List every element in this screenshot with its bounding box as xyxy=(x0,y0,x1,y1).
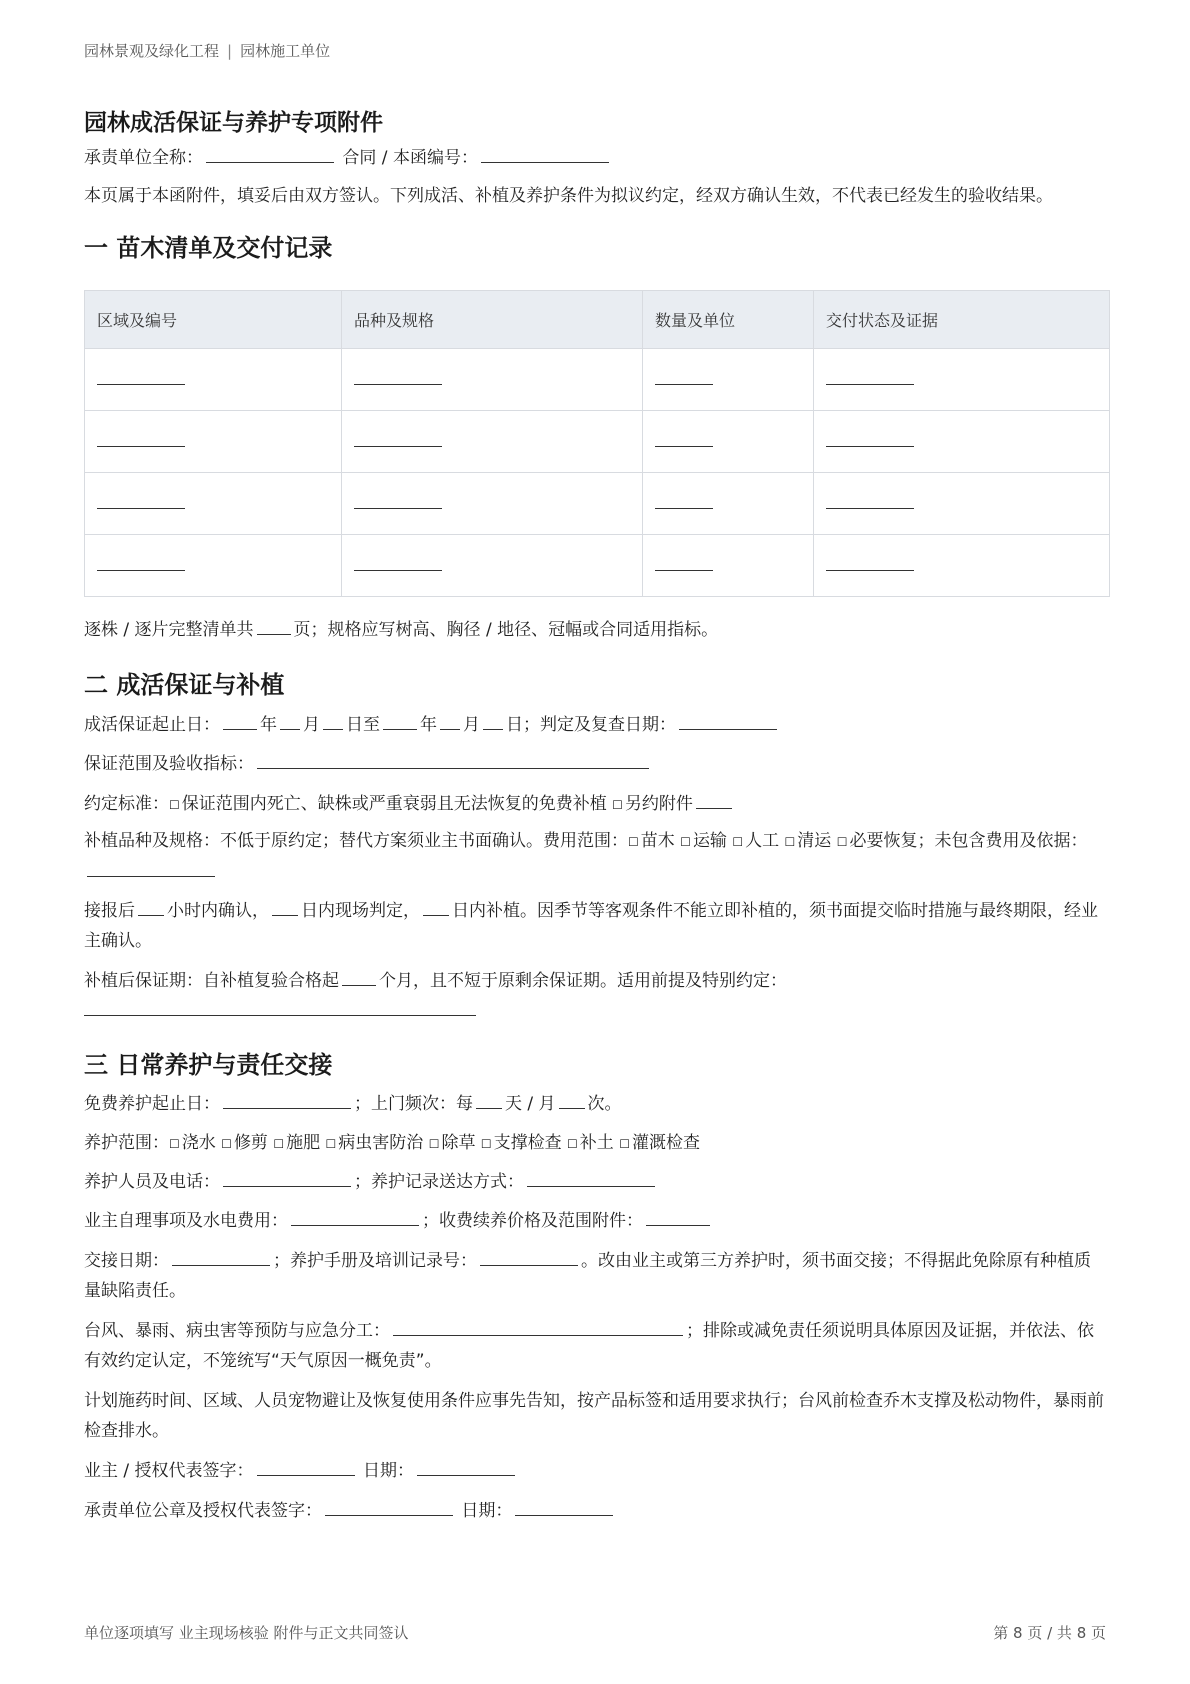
cost-option-label: 运输 xyxy=(692,831,727,851)
owner-date-field[interactable] xyxy=(417,1457,515,1476)
frequency-times-field[interactable] xyxy=(559,1090,585,1109)
owner-items-field[interactable] xyxy=(291,1207,419,1226)
emergency-duty-field[interactable] xyxy=(393,1317,683,1336)
document-page xyxy=(84,0,1106,1684)
cost-option-label: 必要恢复 xyxy=(849,831,918,851)
checkbox-icon[interactable]: ☐ xyxy=(732,835,744,849)
replant-paragraph xyxy=(84,826,1106,887)
emergency-paragraph xyxy=(84,1316,1106,1376)
owner-signature-line xyxy=(84,1456,518,1486)
page-number: 第 8 页 / 共 8 页 xyxy=(993,1624,1106,1642)
area-field[interactable] xyxy=(97,370,185,385)
contractor-signature-field[interactable] xyxy=(325,1497,453,1516)
table-row xyxy=(85,349,1110,411)
scope-option-label: 病虫害防治 xyxy=(338,1133,424,1153)
month-label: 月 xyxy=(303,715,320,735)
warranty-months-field[interactable] xyxy=(342,967,376,986)
checkbox-icon[interactable]: ☐ xyxy=(221,1137,232,1151)
contract-number-field[interactable] xyxy=(481,144,609,163)
owner-signature-field[interactable] xyxy=(257,1457,355,1476)
response-text: 日内补植。因季节等客观条件不能立即补植的，须书面提交临时措施与最终期限，经业主确认。 xyxy=(84,901,1098,951)
checkbox-icon[interactable]: ☐ xyxy=(273,1137,285,1151)
area-field[interactable] xyxy=(97,494,185,509)
table-cell xyxy=(643,349,814,411)
paid-maintenance-field[interactable] xyxy=(646,1207,710,1226)
area-field[interactable] xyxy=(97,432,185,447)
checkbox-icon[interactable]: ☐ xyxy=(428,1137,440,1151)
emergency-tail: ；排除或减免责任须说明具体原因及证据，并依法、依有效约定认定，不笼统写“天气原因一概免责”。 xyxy=(84,1321,1094,1371)
checkbox-icon[interactable]: ☐ xyxy=(169,798,180,812)
contractor-date-label: 日期： xyxy=(461,1501,513,1521)
times-label: 次。 xyxy=(587,1094,622,1114)
owner-date-label: 日期： xyxy=(362,1461,414,1481)
pesticide-paragraph: 计划施药时间、区域、人员宠物避让及恢复使用条件应事先告知，按产品标签和适用要求执行；台风前检查乔木支撑及松动物件，暴雨前检查排水。 xyxy=(84,1391,1104,1441)
frequency-unit-field[interactable] xyxy=(476,1090,502,1109)
checkbox-icon[interactable]: ☐ xyxy=(480,1137,492,1151)
guarantee-period-label: 成活保证起止日： xyxy=(84,715,220,735)
response-text: 接报后 xyxy=(84,901,135,921)
table-cell xyxy=(643,473,814,535)
table-cell xyxy=(342,349,643,411)
frequency-period-label: 天 / 月 xyxy=(505,1094,556,1114)
replant-tail: ；未包含费用及依据： xyxy=(917,831,1088,851)
end-month-field[interactable] xyxy=(440,711,460,730)
guarantee-period-line xyxy=(84,710,780,740)
handover-paragraph xyxy=(84,1246,1106,1306)
column-header-area: 区域及编号 xyxy=(85,291,342,349)
quantity-field[interactable] xyxy=(655,494,713,509)
scope-option-label: 补土 xyxy=(579,1133,614,1153)
page-count-field[interactable] xyxy=(257,616,291,635)
table-cell xyxy=(85,411,342,473)
table-cell xyxy=(342,411,643,473)
owner-signature-label: 业主 / 授权代表签字： xyxy=(84,1461,254,1481)
owner-items-line xyxy=(84,1206,713,1236)
status-field[interactable] xyxy=(826,556,914,571)
staff-label: 养护人员及电话： xyxy=(84,1172,220,1192)
warranty-text: 补植后保证期：自补植复验合格起 xyxy=(84,971,339,991)
inventory-note-suffix: 页；规格应写树高、胸径 / 地径、冠幅或合同适用指标。 xyxy=(293,620,719,640)
checkbox-icon[interactable]: ☐ xyxy=(628,835,639,849)
contract-number-label: 合同 / 本函编号： xyxy=(342,148,478,168)
warranty-text: 个月，且不短于原剩余保证期。适用前提及特别约定： xyxy=(379,971,787,991)
seedling-table xyxy=(84,290,1110,597)
quantity-field[interactable] xyxy=(655,370,713,385)
scope-label: 保证范围及验收指标： xyxy=(84,754,254,774)
handover-label: 交接日期： xyxy=(84,1251,169,1271)
maintenance-period-field[interactable] xyxy=(223,1090,351,1109)
maintenance-period-label: 免费养护起止日： xyxy=(84,1094,220,1114)
variety-field[interactable] xyxy=(354,370,442,385)
intro-note: 本页属于本函附件，填妥后由双方签认。下列成活、补植及养护条件为拟议约定，经双方确认生效，不代表已经发生的验收结果。 xyxy=(84,186,1053,206)
standard-label: 约定标准： xyxy=(84,794,169,814)
maintenance-period-line xyxy=(84,1089,622,1119)
response-paragraph xyxy=(84,896,1106,956)
table-cell xyxy=(85,473,342,535)
end-day-field[interactable] xyxy=(483,711,503,730)
special-terms-field[interactable] xyxy=(84,997,476,1016)
replant-text: 补植品种及规格：不低于原约定；替代方案须业主书面确认。费用范围： xyxy=(84,831,628,851)
emergency-label: 台风、暴雨、病虫害等预防与应急分工： xyxy=(84,1321,390,1341)
scope-option-label: 浇水 xyxy=(181,1133,216,1153)
owner-items-label: 业主自理事项及水电费用： xyxy=(84,1211,288,1231)
checkbox-icon[interactable]: ☐ xyxy=(619,1137,630,1151)
variety-field[interactable] xyxy=(354,494,442,509)
table-header-row xyxy=(85,291,1110,349)
table-cell xyxy=(85,535,342,597)
scope-option-label: 修剪 xyxy=(233,1133,268,1153)
excluded-cost-field[interactable] xyxy=(87,858,215,877)
response-text: 小时内确认， xyxy=(167,901,269,921)
checkbox-icon[interactable]: ☐ xyxy=(567,1137,578,1151)
checkbox-icon[interactable]: ☐ xyxy=(836,835,848,849)
quantity-field[interactable] xyxy=(655,432,713,447)
header-separator: | xyxy=(227,42,233,60)
standard-line xyxy=(84,789,735,820)
contractor-label: 承责单位全称： xyxy=(84,148,203,168)
status-field[interactable] xyxy=(826,494,914,509)
maintenance-scope-line xyxy=(84,1128,700,1159)
scope-option-label: 灌溉检查 xyxy=(631,1133,700,1153)
cost-option-label: 苗木 xyxy=(640,831,675,851)
cost-option-label: 清运 xyxy=(797,831,832,851)
column-header-variety: 品种及规格 xyxy=(342,291,643,349)
scope-option-label: 施肥 xyxy=(286,1133,321,1153)
table-cell xyxy=(342,535,643,597)
variety-field[interactable] xyxy=(354,432,442,447)
header-unit: 园林施工单位 xyxy=(240,42,331,60)
contractor-signature-label: 承责单位公章及授权代表签字： xyxy=(84,1501,322,1521)
paid-maintenance-label: ；收费续养价格及范围附件： xyxy=(422,1211,643,1231)
scope-field[interactable] xyxy=(257,750,649,769)
cost-option-label: 人工 xyxy=(745,831,780,851)
table-cell xyxy=(814,411,1110,473)
table-cell xyxy=(342,473,643,535)
inventory-note-prefix: 逐株 / 逐片完整清单共 xyxy=(84,620,254,640)
start-year-field[interactable] xyxy=(223,711,257,730)
table-row xyxy=(85,473,1110,535)
section3-heading: 三 日常养护与责任交接 xyxy=(84,1051,333,1079)
handover-tail: 。改由业主或第三方养护时，须书面交接；不得据此免除原有种植质量缺陷责任。 xyxy=(84,1251,1091,1301)
month-label: 月 xyxy=(463,715,480,735)
table-cell xyxy=(643,411,814,473)
day-to-label: 日至 xyxy=(346,715,380,735)
area-field[interactable] xyxy=(97,556,185,571)
staff-line xyxy=(84,1167,658,1197)
checkbox-icon[interactable]: ☐ xyxy=(325,1137,337,1151)
status-field[interactable] xyxy=(826,370,914,385)
running-header xyxy=(84,40,330,61)
header-project: 园林景观及绿化工程 xyxy=(84,42,220,60)
contractor-date-field[interactable] xyxy=(515,1497,613,1516)
footer-note: 单位逐项填写 业主现场核验 附件与正文共同签认 xyxy=(84,1624,409,1642)
variety-field[interactable] xyxy=(354,556,442,571)
contractor-signature-line xyxy=(84,1496,616,1526)
status-field[interactable] xyxy=(826,432,914,447)
standard-option-label: 另约附件 xyxy=(624,794,693,814)
table-row xyxy=(85,411,1110,473)
quantity-field[interactable] xyxy=(655,556,713,571)
scope-option-label: 除草 xyxy=(441,1133,476,1153)
staff-phone-field[interactable] xyxy=(223,1168,351,1187)
handover-date-field[interactable] xyxy=(172,1247,270,1266)
review-date-label: 日；判定及复查日期： xyxy=(506,715,676,735)
section1-heading: 一 苗木清单及交付记录 xyxy=(84,234,333,262)
replant-days-field[interactable] xyxy=(423,897,449,916)
table-cell xyxy=(814,535,1110,597)
scope-line xyxy=(84,749,652,779)
checkbox-icon[interactable]: ☐ xyxy=(612,798,623,812)
checkbox-icon[interactable]: ☐ xyxy=(680,835,691,849)
column-header-status: 交付状态及证据 xyxy=(814,291,1110,349)
end-year-field[interactable] xyxy=(383,711,417,730)
other-attachment-field[interactable] xyxy=(696,790,732,809)
confirm-hours-field[interactable] xyxy=(138,897,164,916)
start-month-field[interactable] xyxy=(280,711,300,730)
table-cell xyxy=(814,349,1110,411)
table-cell xyxy=(814,473,1110,535)
manual-number-field[interactable] xyxy=(480,1247,578,1266)
maintenance-scope-label: 养护范围： xyxy=(84,1133,169,1153)
checkbox-icon[interactable]: ☐ xyxy=(169,1137,180,1151)
year-label: 年 xyxy=(260,715,277,735)
table-row xyxy=(85,535,1110,597)
review-date-field[interactable] xyxy=(679,711,777,730)
section2-heading: 二 成活保证与补植 xyxy=(84,671,285,699)
column-header-quantity: 数量及单位 xyxy=(643,291,814,349)
year-label: 年 xyxy=(420,715,437,735)
table-cell xyxy=(643,535,814,597)
inventory-note xyxy=(84,615,718,645)
contractor-name-field[interactable] xyxy=(206,144,334,163)
response-text: 日内现场判定， xyxy=(301,901,420,921)
delivery-method-field[interactable] xyxy=(527,1168,655,1187)
post-replant-paragraph xyxy=(84,966,1106,1026)
manual-label: ；养护手册及培训记录号： xyxy=(273,1251,477,1271)
contractor-line xyxy=(84,143,612,173)
frequency-label: ；上门频次：每 xyxy=(354,1094,473,1114)
checkbox-icon[interactable]: ☐ xyxy=(784,835,796,849)
start-day-field[interactable] xyxy=(323,711,343,730)
judge-days-field[interactable] xyxy=(272,897,298,916)
delivery-label: ；养护记录送达方式： xyxy=(354,1172,524,1192)
table-cell xyxy=(85,349,342,411)
document-title: 园林成活保证与养护专项附件 xyxy=(84,110,383,136)
standard-option-label: 保证范围内死亡、缺株或严重衰弱且无法恢复的免费补植 xyxy=(181,794,607,814)
scope-option-label: 支撑检查 xyxy=(493,1133,562,1153)
